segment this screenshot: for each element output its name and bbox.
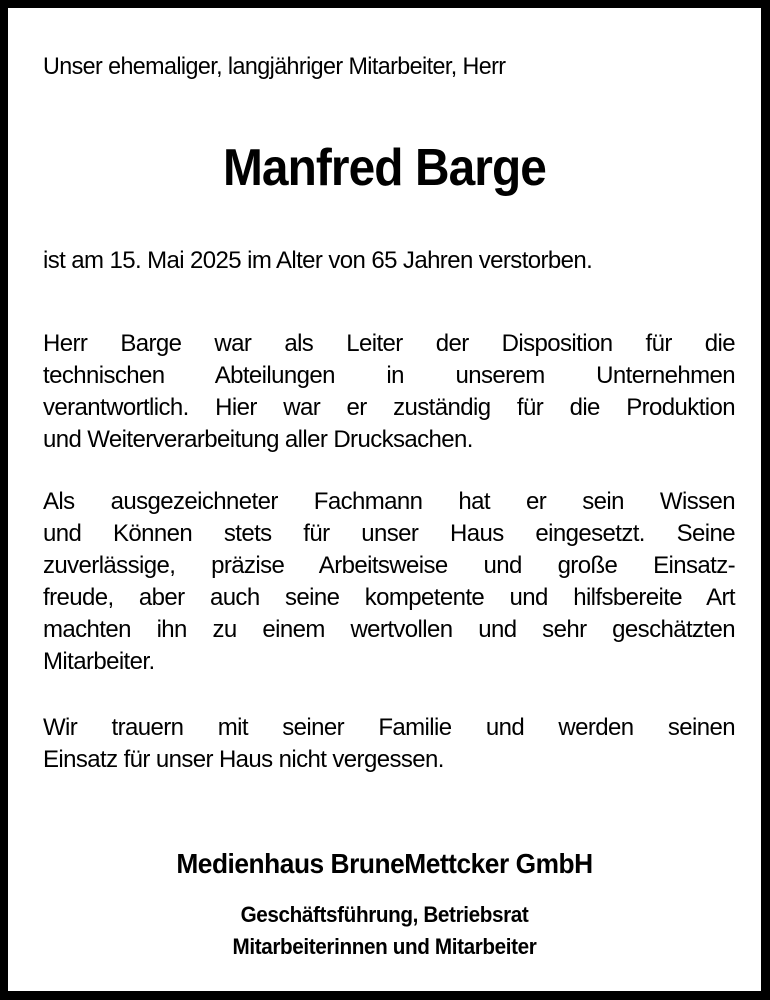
company-name: Medienhaus BruneMettcker GmbH <box>176 848 593 879</box>
paragraph-tribute <box>43 486 735 678</box>
paragraph-condolence <box>43 712 735 776</box>
text-line: machten ihn zu einem wertvollen und sehr geschätzten <box>43 616 735 643</box>
death-announcement: ist am 15. Mai 2025 im Alter von 65 Jahren verstorben. <box>43 247 593 274</box>
text-line: Mitarbeiter. <box>43 648 155 675</box>
paragraph-career <box>43 328 735 456</box>
signer-line: Geschäftsführung, Betriebsrat <box>240 902 529 927</box>
deceased-name: Manfred Barge <box>222 139 546 197</box>
signer-line: Mitarbeiterinnen und Mitarbeiter <box>232 934 537 959</box>
text-line: freude, aber auch seine kompetente und hilfsbereite Art <box>43 584 735 611</box>
text-line: und Können stets für unser Haus eingesetzt. Seine <box>43 520 735 547</box>
signers-block <box>31 899 739 963</box>
text-line: Herr Barge war als Leiter der Disposition für die <box>43 330 735 357</box>
text-line: zuverlässige, präzise Arbeitsweise und große Einsatz- <box>43 552 735 579</box>
text-line: Wir trauern mit seiner Familie und werden seinen <box>43 714 735 741</box>
text-line: und Weiterverarbeitung aller Drucksachen. <box>43 426 473 453</box>
text-line: Als ausgezeichneter Fachmann hat er sein Wissen <box>43 488 735 515</box>
text-line: verantwortlich. Hier war er zuständig für die Produktion <box>43 394 735 421</box>
obituary-notice <box>8 8 761 991</box>
text-line: Einsatz für unser Haus nicht vergessen. <box>43 746 444 773</box>
intro-text: Unser ehemaliger, langjähriger Mitarbeiter, Herr <box>43 53 506 80</box>
text-line: technischen Abteilungen in unserem Unternehmen <box>43 362 735 389</box>
